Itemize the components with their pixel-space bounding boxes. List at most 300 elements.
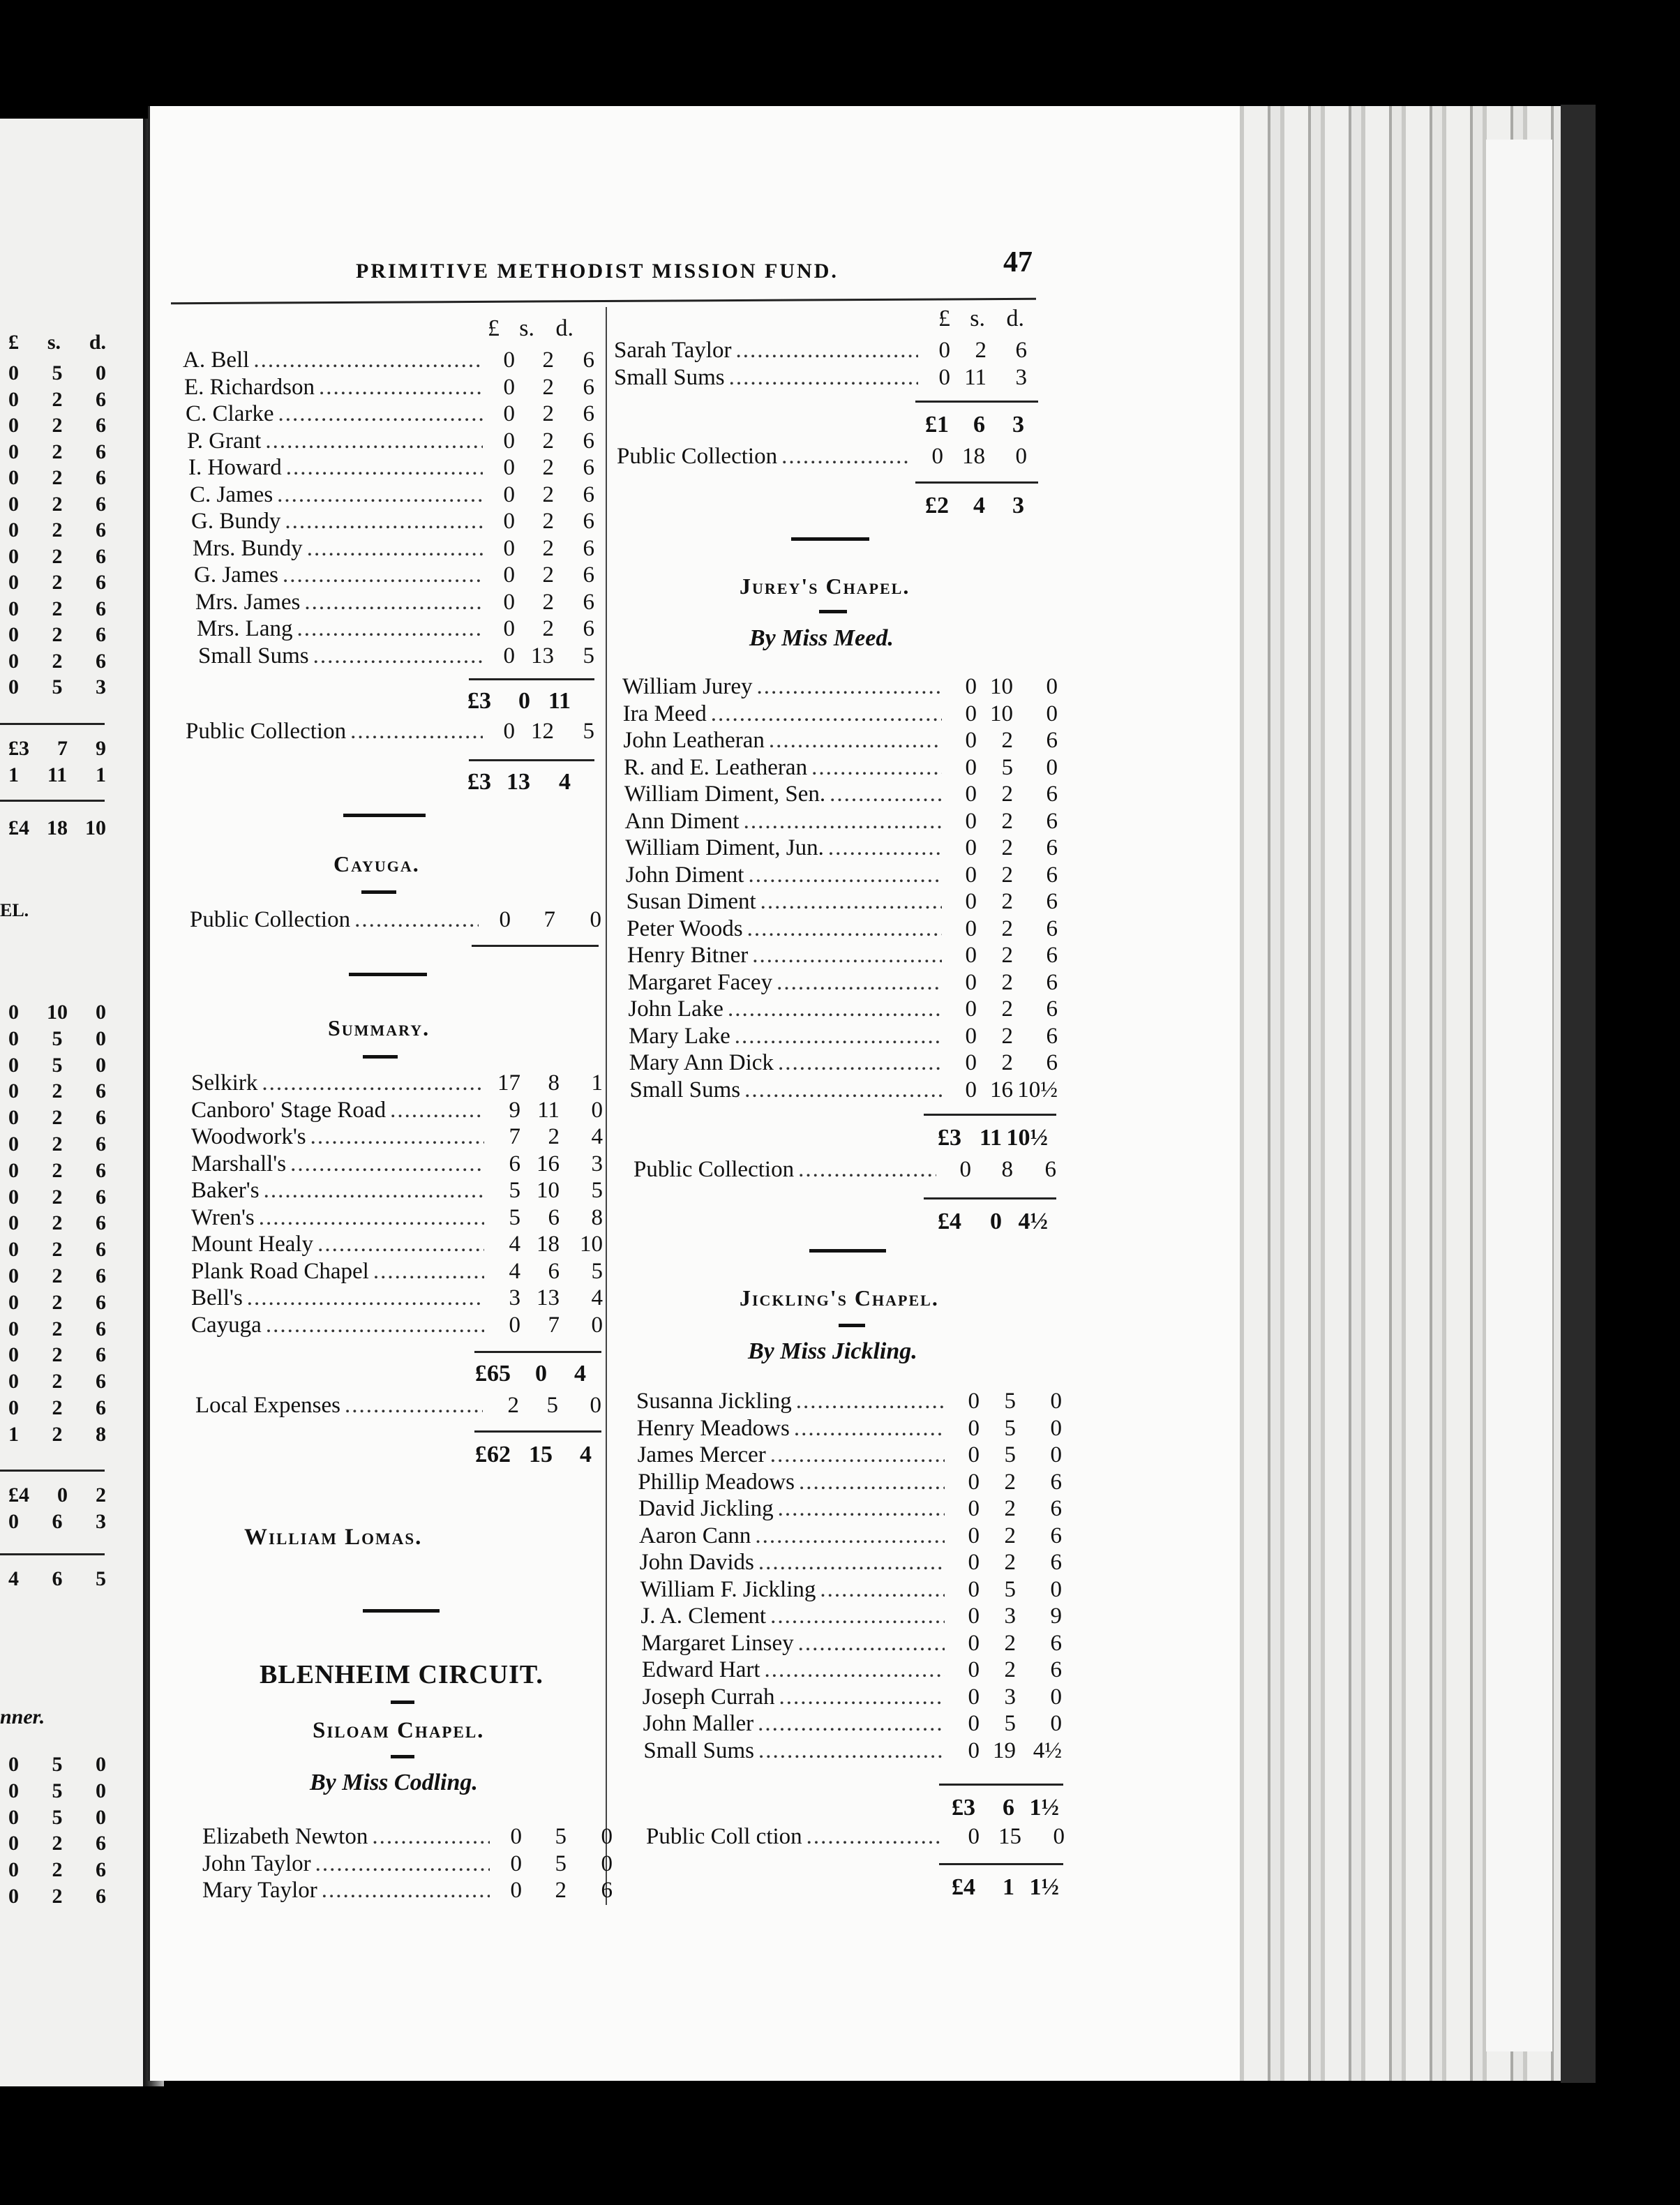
pence-value: 3: [1015, 364, 1027, 390]
entry-name: Public Collection: [617, 444, 778, 469]
left-page-value: 2: [52, 440, 63, 463]
left-page-value: 2: [52, 1133, 63, 1156]
entry-row: [622, 674, 1058, 699]
left-page-value: 0: [8, 1805, 19, 1829]
left-page-value: 0: [8, 466, 19, 489]
left-page-value: 0: [8, 361, 19, 384]
left-page-value: 6: [96, 1317, 106, 1340]
left-page-value: 2: [52, 1079, 63, 1103]
shillings-value: 16: [537, 1151, 560, 1176]
entry-row: [194, 562, 594, 588]
shillings-value: 2: [542, 428, 554, 454]
left-page-value: 0: [8, 1396, 19, 1419]
shillings-value: 5: [546, 1393, 558, 1418]
left-page-row: [8, 1483, 106, 1507]
pence-value: 0: [601, 1851, 613, 1876]
entry-name: William Diment, Jun.: [625, 835, 824, 860]
pounds-value: 0: [503, 616, 515, 641]
entry-name: Mary Lake: [629, 1023, 730, 1049]
pence-value: 0: [1046, 674, 1058, 699]
pence-value: 6: [1050, 1496, 1062, 1521]
left-page-value: 0: [8, 1211, 19, 1235]
pence-value: 5: [583, 719, 594, 744]
section-dash: [809, 1249, 886, 1253]
left-page-value: 6: [96, 623, 106, 646]
pence-value: 4: [591, 1124, 603, 1149]
pence-value: 6: [1050, 1657, 1062, 1682]
sum-rule: [924, 1114, 1056, 1116]
left-page-row: [8, 1423, 106, 1447]
left-page-value: 0: [8, 1317, 19, 1340]
pounds-value: 0: [503, 643, 515, 668]
pence-value: 4: [574, 1361, 586, 1386]
pounds-value: 0: [968, 1684, 980, 1710]
entry-name: Susan Diment: [626, 889, 756, 914]
shillings-value: 0: [990, 1209, 1002, 1234]
left-page-value: £4: [8, 816, 29, 839]
left-page-value: 6: [96, 1858, 106, 1882]
shillings-value: 8: [548, 1070, 560, 1096]
entry-name: Cayuga: [191, 1312, 262, 1338]
pence-value: 6: [1046, 862, 1058, 888]
pence-header: d.: [555, 315, 573, 341]
entry-row: [626, 862, 1058, 888]
section-dash: [343, 814, 426, 817]
pence-value: 6: [583, 616, 594, 641]
pounds-value: 6: [509, 1151, 520, 1176]
entry-row: [202, 1824, 613, 1849]
entry-row: [186, 401, 594, 426]
leader-dots: [345, 1393, 483, 1418]
section-dash: [791, 537, 869, 541]
pence-value: 6: [1046, 835, 1058, 860]
leader-dots: [830, 782, 942, 807]
shillings-value: 2: [1001, 915, 1013, 941]
entry-name: David Jickling: [638, 1496, 774, 1521]
pence-value: 3: [1012, 412, 1024, 438]
pounds-value: 0: [965, 754, 977, 780]
pence-value: 9: [1050, 1604, 1062, 1629]
entry-row: [195, 1393, 601, 1418]
pound-header: £: [938, 306, 950, 331]
leader-dots: [319, 375, 483, 400]
left-page-rule: [0, 1553, 105, 1555]
pounds-value: 5: [509, 1204, 520, 1230]
entry-name: Ann Diment: [624, 808, 740, 834]
leader-dots: [777, 970, 942, 995]
entry-name: Local Expenses: [195, 1393, 341, 1418]
jickling-total: [935, 1874, 1059, 1901]
left-page-row: [8, 1079, 106, 1103]
entry-row: [638, 1470, 1062, 1495]
entry-name: Marshall's: [191, 1151, 287, 1176]
sum-rule: [474, 1430, 601, 1433]
pence-value: 4: [591, 1285, 603, 1310]
shillings-value: 6: [1003, 1795, 1014, 1821]
shillings-value: 0: [518, 688, 530, 714]
entry-name: Small Sums: [643, 1737, 755, 1763]
pounds-value: 0: [965, 996, 977, 1022]
left-page-value: 6: [96, 1158, 106, 1182]
pounds-value: 0: [965, 915, 977, 941]
entry-row: [197, 616, 594, 641]
leader-dots: [310, 1124, 484, 1149]
left-page-value: 6: [96, 1370, 106, 1393]
leader-dots: [770, 1442, 945, 1467]
leader-dots: [350, 719, 483, 744]
shillings-value: 2: [1004, 1469, 1016, 1495]
leader-dots: [247, 1285, 484, 1310]
entry-name: C. Clarke: [186, 401, 274, 426]
pounds-value: 0: [965, 835, 977, 860]
pence-value: 1½: [1029, 1795, 1059, 1821]
left-page-value: 0: [96, 1053, 106, 1077]
page-header-title: PRIMITIVE METHODIST MISSION FUND.: [356, 260, 839, 283]
pounds-value: 0: [503, 562, 515, 588]
left-page-value: 6: [96, 1079, 106, 1103]
leader-dots: [781, 444, 911, 469]
leader-dots: [758, 1550, 945, 1575]
entry-name: Baker's: [191, 1178, 260, 1203]
entry-name: Mount Healy: [191, 1232, 314, 1257]
left-page-value: 6: [96, 518, 106, 541]
left-page-value: 10: [85, 816, 106, 839]
entry-row: [636, 1389, 1062, 1414]
subtotal: [463, 688, 571, 715]
entry-name: Public Collection: [190, 907, 351, 932]
entry-row: [643, 1738, 1062, 1763]
cayuga-heading: Cayuga.: [333, 851, 420, 876]
entry-name: Public Collection: [186, 719, 347, 744]
pence-value: 6: [583, 589, 594, 615]
shillings-value: 5: [1004, 1711, 1016, 1736]
pounds-value: 4: [509, 1258, 520, 1284]
entry-name: Mrs. Lang: [197, 616, 293, 641]
leader-dots: [259, 1205, 484, 1230]
left-page-value: 2: [52, 597, 63, 620]
entry-name: Sarah Taylor: [614, 338, 732, 363]
shillings-value: 2: [1001, 782, 1013, 807]
pounds-value: 0: [968, 1496, 980, 1521]
column-divider: [606, 307, 607, 1905]
left-page-value: 2: [52, 414, 63, 437]
entry-row: [628, 996, 1058, 1022]
pounds-value: 0: [938, 364, 950, 390]
leader-dots: [811, 755, 942, 780]
pounds-value: 0: [965, 1050, 977, 1075]
entry-row: [191, 1285, 603, 1310]
left-page-value: 0: [8, 1133, 19, 1156]
left-page-row: [8, 1159, 106, 1183]
entry-name: Plank Road Chapel: [191, 1258, 369, 1284]
left-page-value: 3: [96, 675, 106, 698]
shillings-value: 2: [1001, 808, 1013, 834]
summary-total: [466, 1442, 592, 1468]
shillings-value: 4: [973, 493, 985, 518]
left-page-value: 0: [8, 1158, 19, 1182]
left-page-value: 0: [8, 1779, 19, 1802]
leader-dots: [794, 1416, 945, 1441]
left-page-value: 6: [96, 1211, 106, 1235]
pounds-value: 0: [965, 728, 977, 753]
sum-rule: [474, 1351, 601, 1353]
pence-value: 6: [1046, 915, 1058, 941]
left-page-row: [8, 816, 106, 840]
entry-name: John Taylor: [202, 1851, 311, 1876]
left-page-value: 6: [96, 440, 106, 463]
entry-row: [195, 590, 594, 615]
left-page-row: [8, 1186, 106, 1209]
left-page-row: [8, 1510, 106, 1534]
pounds-value: 2: [507, 1393, 519, 1418]
left-page-value: 6: [96, 1185, 106, 1209]
pounds-value: 0: [503, 374, 515, 400]
left-page-value: 1: [95, 763, 106, 786]
pence-value: 0: [1046, 754, 1058, 780]
pence-value: 0: [591, 1097, 603, 1123]
shillings-value: 2: [542, 401, 554, 426]
entry-name: Bell's: [191, 1285, 243, 1310]
left-page-value: 2: [52, 1317, 63, 1340]
shillings-value: 13: [537, 1285, 560, 1310]
pence-value: 6: [583, 374, 594, 400]
leader-dots: [372, 1824, 490, 1849]
left-page-value: 0: [8, 1106, 19, 1130]
entry-row: [629, 1050, 1058, 1075]
shillings-value: 13: [531, 643, 554, 668]
left-page-row: [8, 675, 106, 699]
left-page-row: [8, 493, 106, 516]
pence-value: 0: [1050, 1389, 1062, 1414]
pence-value: 0: [591, 1312, 603, 1338]
pounds-value: £4: [938, 1209, 961, 1234]
shillings-value: 7: [548, 1312, 560, 1338]
pounds-value: £3: [938, 1125, 961, 1151]
left-page-value: 6: [96, 414, 106, 437]
section-dash: [391, 1755, 414, 1758]
jurey-heading: Jurey's Chapel.: [740, 574, 910, 599]
shillings-value: 18: [537, 1232, 560, 1257]
left-page-value: 0: [8, 597, 19, 620]
pounds-value: 0: [968, 1389, 980, 1414]
pounds-value: 3: [509, 1285, 520, 1310]
pence-value: 6: [583, 347, 594, 373]
left-page-row: [8, 518, 106, 542]
left-page-row: [8, 1211, 106, 1235]
entry-name: A. Bell: [183, 347, 250, 373]
leader-dots: [307, 536, 483, 561]
leader-dots: [828, 835, 942, 860]
left-page-value: 2: [52, 1264, 63, 1287]
siloam-heading: Siloam Chapel.: [313, 1718, 485, 1743]
shillings-value: 7: [543, 907, 555, 932]
left-page-row: [8, 623, 106, 647]
left-page-value: 0: [8, 518, 19, 541]
pence-header: d.: [1006, 306, 1024, 331]
entry-row: [629, 1024, 1058, 1049]
left-page-value: 0: [8, 1053, 19, 1077]
left-page-value: d.: [89, 331, 106, 354]
left-page-value: 6: [96, 1133, 106, 1156]
top-total: [910, 493, 1024, 519]
section-dash: [839, 1324, 865, 1327]
pounds-value: 0: [965, 1077, 977, 1102]
leader-dots: [744, 809, 942, 834]
circuit-title: BLENHEIM CIRCUIT.: [260, 1660, 543, 1689]
sum-rule: [469, 678, 594, 680]
pence-value: 6: [1015, 338, 1027, 363]
pence-value: 6: [1050, 1550, 1062, 1575]
shillings-value: 19: [992, 1737, 1016, 1763]
shillings-value: 5: [555, 1824, 567, 1849]
leader-dots: [729, 365, 918, 390]
pounds-value: 0: [503, 509, 515, 534]
pence-value: 0: [601, 1824, 613, 1849]
leader-dots: [747, 916, 942, 941]
pence-value: 0: [1053, 1824, 1065, 1849]
left-page-value: 6: [96, 1106, 106, 1130]
entry-row: [188, 455, 594, 480]
pence-value: 6: [1046, 943, 1058, 968]
left-page-value: 2: [52, 544, 63, 568]
summary-heading: Summary.: [328, 1015, 430, 1040]
col2-currency-header: [922, 306, 1024, 332]
left-page-value: 0: [8, 414, 19, 437]
pounds-value: 0: [968, 1630, 980, 1656]
leader-dots: [752, 943, 942, 968]
pounds-value: 0: [968, 1415, 980, 1441]
shillings-value: 2: [975, 338, 987, 363]
jickling-subtotal: [935, 1795, 1059, 1821]
page-number: 47: [1003, 246, 1033, 278]
pence-value: 6: [1046, 996, 1058, 1022]
pounds-value: 0: [965, 808, 977, 834]
left-page-value: 4: [8, 1567, 19, 1590]
shillings-value: 2: [542, 589, 554, 615]
pence-value: 6: [1046, 728, 1058, 753]
left-page-row: [8, 1567, 106, 1591]
entry-row: [187, 428, 594, 454]
entry-name: Selkirk: [191, 1070, 258, 1096]
pence-value: 1: [591, 1070, 603, 1096]
entry-name: Peter Woods: [627, 915, 743, 941]
entry-row: [638, 1442, 1062, 1467]
entry-row: [191, 1098, 603, 1123]
left-page-value: 2: [52, 492, 63, 516]
left-page-value: 6: [96, 1885, 106, 1908]
pence-value: 6: [601, 1878, 613, 1903]
left-page-value: 2: [52, 387, 63, 411]
pounds-value: 0: [968, 1604, 980, 1629]
shillings-value: 2: [542, 509, 554, 534]
left-page-value: 2: [52, 1238, 63, 1262]
shillings-value: 2: [542, 455, 554, 480]
pence-value: 6: [1046, 1050, 1058, 1075]
entry-row: [643, 1684, 1062, 1710]
left-page-value: 0: [8, 1885, 19, 1908]
entry-name: Henry Bitner: [627, 943, 749, 968]
left-page-value: 2: [52, 1290, 63, 1314]
left-page-value: 2: [52, 1211, 63, 1235]
pounds-value: 0: [965, 1023, 977, 1049]
shillings-value: 10: [990, 674, 1013, 699]
leader-dots: [798, 1631, 945, 1656]
signature: William Lomas.: [244, 1525, 423, 1550]
jurey-total: [921, 1209, 1048, 1235]
left-page-value: 2: [52, 1858, 63, 1882]
sum-rule: [472, 945, 599, 947]
entry-name: John Diment: [625, 862, 744, 888]
entry-row: [640, 1604, 1062, 1629]
entry-name: Mrs. James: [195, 589, 301, 615]
left-page-value: 9: [96, 737, 106, 760]
entry-row: [190, 482, 594, 507]
entry-row: [627, 916, 1058, 941]
leader-dots: [758, 1711, 945, 1736]
leader-dots: [755, 1523, 945, 1548]
shillings-value: 2: [1001, 862, 1013, 888]
pence-value: 6: [1046, 889, 1058, 914]
col1-currency-header: [472, 315, 573, 342]
leader-dots: [315, 1851, 490, 1876]
entry-row: [191, 1178, 603, 1203]
pence-value: 10½: [1017, 1077, 1058, 1102]
book-spine-edge: [1561, 105, 1596, 2083]
shillings-value: 16: [990, 1077, 1013, 1102]
entry-name: C. James: [190, 481, 273, 507]
entry-row: [202, 1878, 613, 1903]
leader-dots: [760, 889, 942, 914]
left-page-value: 2: [52, 1885, 63, 1908]
entry-row: [183, 347, 594, 373]
entry-row: [638, 1496, 1062, 1521]
pounds-value: 17: [497, 1070, 520, 1096]
shillings-value: 2: [1001, 969, 1013, 995]
entry-name: Joseph Currah: [642, 1684, 775, 1710]
left-page-value: 2: [52, 623, 63, 646]
left-page-value: 5: [52, 675, 63, 698]
shillings-value: 0: [535, 1361, 547, 1386]
leader-dots: [253, 347, 483, 373]
pounds-value: 7: [509, 1124, 520, 1149]
shillings-value: 5: [1004, 1389, 1016, 1414]
leader-dots: [297, 616, 483, 641]
left-page-value: 6: [52, 1567, 63, 1590]
left-page-value: 6: [96, 1396, 106, 1419]
pound-header: £: [488, 315, 500, 341]
pence-value: 0: [1015, 444, 1027, 469]
pounds-value: 0: [510, 1878, 522, 1903]
pounds-value: 0: [968, 1523, 980, 1548]
left-page-value: 5: [52, 1026, 63, 1050]
pence-value: 5: [583, 643, 594, 668]
left-page-value: 0: [96, 1026, 106, 1050]
pounds-value: 0: [968, 1576, 980, 1602]
leader-dots: [354, 907, 479, 932]
shillings-value: 2: [542, 562, 554, 588]
left-page-value: 0: [8, 440, 19, 463]
left-page-row: [8, 1885, 106, 1908]
entry-name: R. and E. Leatheran: [624, 754, 808, 780]
pounds-value: 0: [503, 719, 515, 744]
pounds-value: 0: [503, 535, 515, 561]
shillings-value: 18: [962, 444, 985, 469]
shillings-value: 2: [1004, 1657, 1016, 1682]
shillings-value: 2: [542, 616, 554, 641]
leader-dots: [390, 1098, 484, 1123]
entry-row: [640, 1550, 1062, 1575]
entry-row: [637, 1416, 1062, 1441]
